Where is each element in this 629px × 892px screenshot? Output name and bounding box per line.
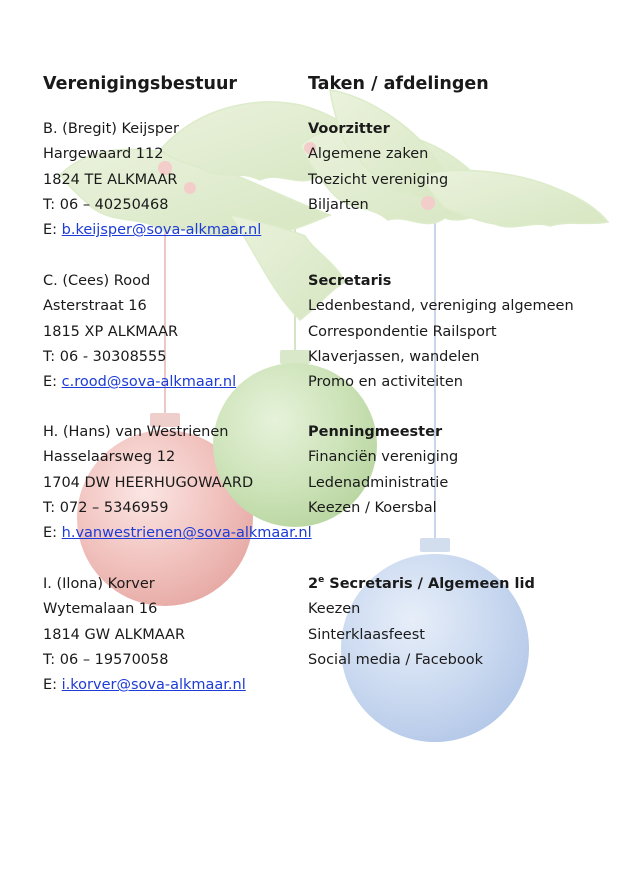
member-street: Hasselaarsweg 12 (43, 449, 176, 466)
member-card-4 (43, 572, 343, 698)
member-email (43, 218, 343, 243)
task-item: Klaverjassen, wandelen (308, 348, 480, 365)
email-prefix: E: (43, 677, 62, 694)
phone-number: 06 - 30308555 (59, 348, 167, 365)
member-card-1 (43, 117, 343, 243)
task-item: Sinterklaasfeest (308, 626, 425, 643)
task-item: Correspondentie Railsport (308, 323, 497, 340)
task-item: Algemene zaken (308, 146, 429, 163)
member-tasks-4 (308, 572, 608, 673)
role-title: Voorzitter (308, 121, 390, 137)
heading-board: Verenigingsbestuur (43, 74, 238, 94)
email-link[interactable]: b.keijsper@sova-alkmaar.nl (61, 222, 262, 239)
task-item: Social media / Facebook (308, 651, 483, 668)
phone-prefix: T: (43, 196, 60, 213)
phone-number: 06 – 19570058 (59, 651, 169, 668)
email-link[interactable]: c.rood@sova-alkmaar.nl (61, 374, 237, 391)
task-item: Ledenadministratie (308, 474, 449, 491)
email-link[interactable]: h.vanwestrienen@sova-alkmaar.nl (61, 525, 312, 542)
member-name: B. (Bregit) Keijsper (43, 121, 179, 137)
member-email (43, 673, 343, 698)
task-item: Ledenbestand, vereniging algemeen (308, 298, 574, 315)
phone-prefix: T: (43, 348, 60, 365)
member-name: C. (Cees) Rood (43, 273, 151, 289)
role-title (308, 572, 608, 597)
phone-prefix: T: (43, 499, 60, 516)
email-prefix: E: (43, 374, 62, 391)
member-tasks-3 (308, 420, 608, 521)
task-item: Keezen / Koersbal (308, 499, 437, 516)
member-name: H. (Hans) van Westrienen (43, 424, 229, 440)
phone-number: 072 – 5346959 (59, 499, 169, 516)
member-card-3 (43, 420, 343, 546)
member-tasks-2 (308, 269, 608, 395)
heading-tasks: Taken / afdelingen (308, 74, 489, 94)
phone-prefix: T: (43, 651, 60, 668)
member-phone (43, 193, 343, 218)
role-number: 2 (308, 576, 319, 592)
phone-number: 06 – 40250468 (59, 196, 169, 213)
member-card-2 (43, 269, 343, 395)
role-ordinal: e (318, 575, 325, 586)
member-city: 1815 XP ALKMAAR (43, 323, 179, 340)
email-prefix: E: (43, 525, 62, 542)
role-title: Penningmeester (308, 424, 443, 440)
member-street: Asterstraat 16 (43, 298, 147, 315)
member-city: 1814 GW ALKMAAR (43, 626, 186, 643)
task-item: Keezen (308, 601, 361, 618)
member-email (43, 521, 343, 546)
email-prefix: E: (43, 222, 62, 239)
role-text: Secretaris / Algemeen lid (324, 576, 535, 592)
task-item: Biljarten (308, 196, 369, 213)
member-street: Wytemalaan 16 (43, 601, 158, 618)
member-city: 1704 DW HEERHUGOWAARD (43, 474, 254, 491)
member-phone (43, 345, 343, 370)
member-email (43, 370, 343, 395)
task-item: Promo en activiteiten (308, 374, 463, 391)
member-street: Hargewaard 112 (43, 146, 164, 163)
member-name: I. (Ilona) Korver (43, 576, 155, 592)
member-city: 1824 TE ALKMAAR (43, 171, 178, 188)
member-tasks-1 (308, 117, 608, 218)
email-link[interactable]: i.korver@sova-alkmaar.nl (61, 677, 246, 694)
task-item: Toezicht vereniging (308, 171, 449, 188)
role-title: Secretaris (308, 273, 392, 289)
task-item: Financiën vereniging (308, 449, 459, 466)
member-phone (43, 496, 343, 521)
member-phone (43, 648, 343, 673)
